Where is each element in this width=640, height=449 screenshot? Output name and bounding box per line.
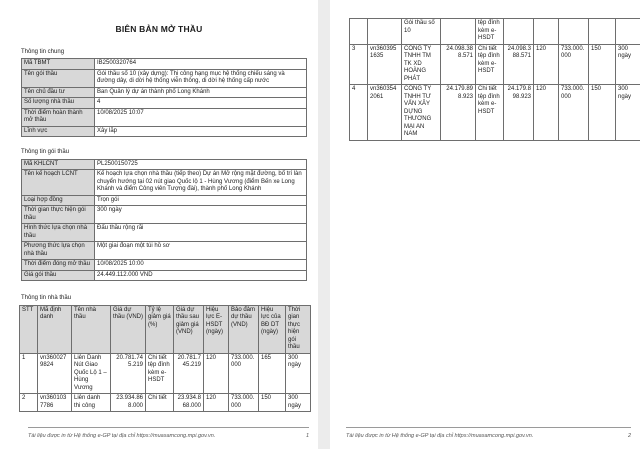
table-cell: 24.098.388.571 (441, 44, 476, 85)
table-cell: 24.179.898.923 (504, 85, 534, 141)
column-header: Hiệu lực của BĐ DT (ngày) (259, 305, 286, 353)
document-page-1 (0, 0, 318, 449)
table-cell: 120 (534, 85, 559, 141)
table-row (22, 224, 307, 242)
table-cell: 23.934.868.000 (111, 394, 146, 412)
table-row (22, 59, 307, 70)
table-cell: 733.000.000 (229, 394, 259, 412)
document-page-2 (330, 0, 640, 449)
footer-text: Tài liệu được in từ Hệ thống e-GP tại địa chỉ https://muasamcong.mpi.gov.vn. (28, 433, 216, 439)
table-cell: 3 (350, 44, 368, 85)
row-label: Số lượng nhà thầu (22, 98, 95, 109)
column-header: STT (20, 305, 38, 353)
row-value: Ban Quản lý dự án thành phố Long Khánh (95, 87, 307, 98)
row-value: IB2500320764 (95, 59, 307, 70)
page-footer (28, 427, 309, 440)
footer-text: Tài liệu được in từ Hệ thống e-GP tại địa chỉ https://muasamcong.mpi.gov.vn. (346, 433, 534, 439)
table-row (22, 206, 307, 224)
table-cell: Chi tiết (146, 394, 174, 412)
table-row (22, 260, 307, 271)
table-row (22, 170, 307, 196)
table-header-row (20, 305, 311, 353)
table-row (22, 69, 307, 87)
table-cell: vn3600279824 (38, 353, 72, 394)
table-row (22, 126, 307, 137)
table-row (350, 44, 640, 85)
page-gutter (318, 0, 330, 449)
table-cell: 120 (204, 353, 229, 394)
table-cell: 24.179.898.923 (441, 85, 476, 141)
row-label: Lĩnh vực (22, 126, 95, 137)
table-cell: 4 (350, 85, 368, 141)
row-label: Tên chủ đầu tư (22, 87, 95, 98)
column-header: Bảo đảm dự thầu (VND) (229, 305, 259, 353)
package-info-table (21, 159, 307, 282)
row-value: 10/08/2025 10:00 (95, 260, 307, 271)
table-cell: 300 ngày (286, 353, 311, 394)
table-cell: 120 (204, 394, 229, 412)
page-number: 1 (305, 433, 309, 439)
table-cell (616, 19, 640, 45)
table-cell: 150 (589, 44, 616, 85)
section-label-package: Thông tin gói thầu (21, 149, 70, 156)
row-label: Hình thức lựa chọn nhà thầu (22, 224, 95, 242)
table-cell: Chi tiết tệp đính kèm e- HSDT (476, 44, 504, 85)
table-cell: 300 ngày (286, 394, 311, 412)
table-cell: tệp đính kèm e- HSDT (476, 19, 504, 45)
table-cell: 2 (20, 394, 38, 412)
table-cell: vn3601037786 (38, 394, 72, 412)
table-cell: 20.781.745.219 (174, 353, 204, 394)
table-cell (441, 19, 476, 45)
row-value: 24.449.112.000 VND (95, 270, 307, 281)
table-cell (368, 19, 402, 45)
row-value: Gói thầu số 10 (xây dựng): Thi công hạng mục hệ thống chiếu sáng và đường dây, di dời hệ thống viễn thông, di dời hệ thống cấp nước (95, 69, 307, 87)
row-label: Thời điểm hoàn thành mở thầu (22, 108, 95, 126)
table-row (20, 353, 311, 394)
column-header: Thời gian thực hiện gói thầu (286, 305, 311, 353)
table-row (350, 85, 640, 141)
table-cell (350, 19, 368, 45)
table-cell: vn3603951635 (368, 44, 402, 85)
row-label: Giá gói thầu (22, 270, 95, 281)
table-cell: 150 (589, 85, 616, 141)
column-header: Tỷ lệ giảm giá (%) (146, 305, 174, 353)
table-cell: 733.000.000 (559, 44, 589, 85)
page-footer (346, 427, 631, 440)
row-value: 10/08/2025 10:07 (95, 108, 307, 126)
table-cell: 300 ngày (616, 44, 640, 85)
row-value: Kế hoạch lựa chọn nhà thầu (tiếp theo) Dự án Mở rộng mặt đường, bố trí làn chuyển hướng tại 02 nút giao Quốc lộ 1 - Hùng Vương (điểm Bến xe Long Khánh và điểm Công viên Tượng đài), thành phố Long Khánh (95, 170, 307, 196)
row-value: Một giai đoạn một túi hồ sơ (95, 242, 307, 260)
table-cell: 300 ngày (616, 85, 640, 141)
table-cell: CÔNG TY TNHH TM TK XD HOÀNG PHÁT (402, 44, 441, 85)
row-value: Xây lắp (95, 126, 307, 137)
row-value: 4 (95, 98, 307, 109)
bidder-table-page2 (349, 18, 640, 141)
section-label-general: Thông tin chung (21, 48, 65, 55)
table-cell: 150 (259, 394, 286, 412)
table-cell (559, 19, 589, 45)
column-header: Giá dự thầu (VND) (111, 305, 146, 353)
table-cell: 165 (259, 353, 286, 394)
table-row (22, 242, 307, 260)
row-label: Loại hợp đồng (22, 195, 95, 206)
row-label: Mã TBMT (22, 59, 95, 70)
general-info-table (21, 58, 307, 137)
column-header: Tên nhà thầu (72, 305, 111, 353)
row-value: PL2500150725 (95, 159, 307, 170)
table-cell (504, 19, 534, 45)
section-label-bidders: Thông tin nhà thầu (21, 295, 72, 302)
row-label: Thời gian thực hiện gói thầu (22, 206, 95, 224)
table-cell: 24.098.388.571 (504, 44, 534, 85)
table-row (22, 195, 307, 206)
column-header: Hiệu lực E-HSDT (ngày) (204, 305, 229, 353)
row-value: 300 ngày (95, 206, 307, 224)
table-cell: Liên Danh Nút Giao Quốc Lộ 1 – Hùng Vương (72, 353, 111, 394)
table-cell: Gói thầu số 10 (402, 19, 441, 45)
page-title: BIÊN BẢN MỞ THẦU (115, 24, 203, 34)
table-cell: 733.000.000 (229, 353, 259, 394)
column-header: Mã định danh (38, 305, 72, 353)
bidder-table-page1 (19, 305, 311, 413)
table-cell: Chi tiết tệp đính kèm e- HSDT (146, 353, 174, 394)
table-cell: CÔNG TY TNHH TƯ VẤN XÂY DỰNG THƯƠNG MẠI AN NAM (402, 85, 441, 141)
table-cell: 23.934.868.000 (174, 394, 204, 412)
row-label: Phương thức lựa chọn nhà thầu (22, 242, 95, 260)
table-cell (589, 19, 616, 45)
table-row (22, 98, 307, 109)
table-row (20, 394, 311, 412)
table-row (22, 270, 307, 281)
page-number: 2 (627, 433, 631, 439)
row-label: Tên gói thầu (22, 69, 95, 87)
row-label: Tên kế hoạch LCNT (22, 170, 95, 196)
row-value: Trọn gói (95, 195, 307, 206)
column-header: Giá dự thầu sau giảm giá (VND) (174, 305, 204, 353)
table-row (22, 159, 307, 170)
table-cell: 1 (20, 353, 38, 394)
table-cell: 733.000.000 (559, 85, 589, 141)
table-row (22, 108, 307, 126)
table-cell: 120 (534, 44, 559, 85)
row-value: Đấu thầu rộng rãi (95, 224, 307, 242)
table-cell: Liên danh thi công (72, 394, 111, 412)
table-cell (534, 19, 559, 45)
table-cell: vn3603542061 (368, 85, 402, 141)
row-label: Mã KHLCNT (22, 159, 95, 170)
table-cell: 20.781.745.219 (111, 353, 146, 394)
table-cell: Chi tiết tệp đính kèm e- HSDT (476, 85, 504, 141)
table-row (350, 19, 640, 45)
row-label: Thời điểm đóng mở thầu (22, 260, 95, 271)
table-row (22, 87, 307, 98)
